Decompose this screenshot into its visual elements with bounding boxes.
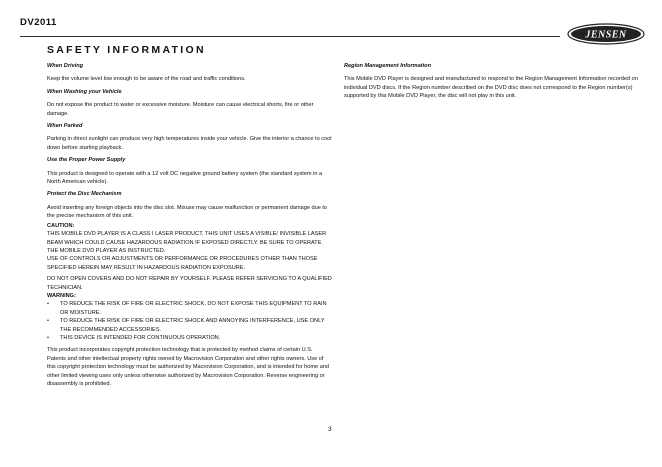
left-column <box>47 62 333 392</box>
warning-heading: WARNING: <box>47 292 76 299</box>
brand-text: JENSEN <box>585 29 627 41</box>
page-title: SAFETY INFORMATION <box>47 44 206 56</box>
list-item: • THIS DEVICE IS INTENDED FOR CONTINUOUS OPERATION. <box>47 334 333 342</box>
caution-heading: CAUTION: <box>47 222 75 229</box>
header-rule <box>20 36 560 37</box>
washing-text: Do not expose the product to water or excessive moisture. Moisture can cause electrical shorts, fire or other damage. <box>47 102 314 117</box>
caution-block <box>47 222 333 301</box>
region-heading: Region Management Information <box>344 63 432 69</box>
warning-list <box>47 300 333 342</box>
copyright-text: This product incorporates copyright protection technology that is protected by method claims of certain U.S. Patents and other intellectual property rights owned by Macrovision Corporation and other rights owners. Use of this copyright protection technology must be authorized by Macrovision Corporation, and is intended for home and other limited viewing uses only unless otherwise authorized by Macrovision Corporation. Reverse engineering or disassembly is prohibited. <box>47 347 330 387</box>
jensen-logo <box>566 22 646 46</box>
page-number: 3 <box>328 426 332 433</box>
region-text: This Mobile DVD Player is designed and manufactured to respond to the Region Management Information recorded on individual DVD discs. If the Region number described on the DVD disc does not correspond to the Region number(s) supported by this Mobile DVD Player, the disc will not play in this unit. <box>344 76 638 100</box>
parked-heading: When Parked <box>47 123 83 130</box>
disc-heading: Protect the Disc Mechanism <box>47 191 122 198</box>
model-number: DV2011 <box>20 17 57 28</box>
disc-text: Avoid inserting any foreign objects into the disc slot. Misuse may cause malfunction or permanent damage due to the precise mechanism of this unit. <box>47 204 328 220</box>
caution-text-3: DO NOT OPEN COVERS AND DO NOT REPAIR BY YOURSELF. PLEASE REFER SERVICING TO A QUALIFIED TECHNICIAN. <box>47 276 332 291</box>
right-column <box>344 62 638 105</box>
list-item: • TO REDUCE THE RISK OF FIRE OR ELECTRIC SHOCK, DO NOT EXPOSE THIS EQUIPMENT TO RAIN OR MOISTURE. <box>47 300 333 317</box>
washing-heading: When Washing your Vehicle <box>47 88 122 95</box>
driving-text: Keep the volume level low enough to be aware of the road and traffic conditions. <box>47 76 246 83</box>
list-item: • TO REDUCE THE RISK OF FIRE OR ELECTRIC SHOCK AND ANNOYING INTERFERENCE, USE ONLY THE RECOMMENDED ACCESSORIES. <box>47 317 333 334</box>
power-heading: Use the Proper Power Supply <box>47 157 126 164</box>
caution-text-2: USE OF CONTROLS OR ADJUSTMENTS OR PERFORMANCE OR PROCEDURES OTHER THAN THOSE SPECIFIED HEREIN MAY RESULT IN HAZARDOUS RADIATION EXPOSURE. <box>47 256 318 271</box>
parked-text: Parking in direct sunlight can produce very high temperatures inside your vehicle. Give the interior a chance to cool down before starting playback. <box>47 136 332 151</box>
power-text: This product is designed to operate with a 12 volt DC negative ground battery system (the standard system in a North American vehicle). <box>47 170 323 186</box>
caution-text-1: THIS MOBILE DVD PLAYER IS A CLASS I LASER PRODUCT. THIS UNIT USES A VISIBLE/ INVISIBLE LASER BEAM WHICH COULD CAUSE HAZARDOUS RADIATION IF EXPOSED DIRECTLY. BE SURE TO OPERATE THE MOBILE DVD PLAYER AS INSTRUCTED. <box>47 231 327 254</box>
driving-heading: When Driving <box>47 63 84 69</box>
